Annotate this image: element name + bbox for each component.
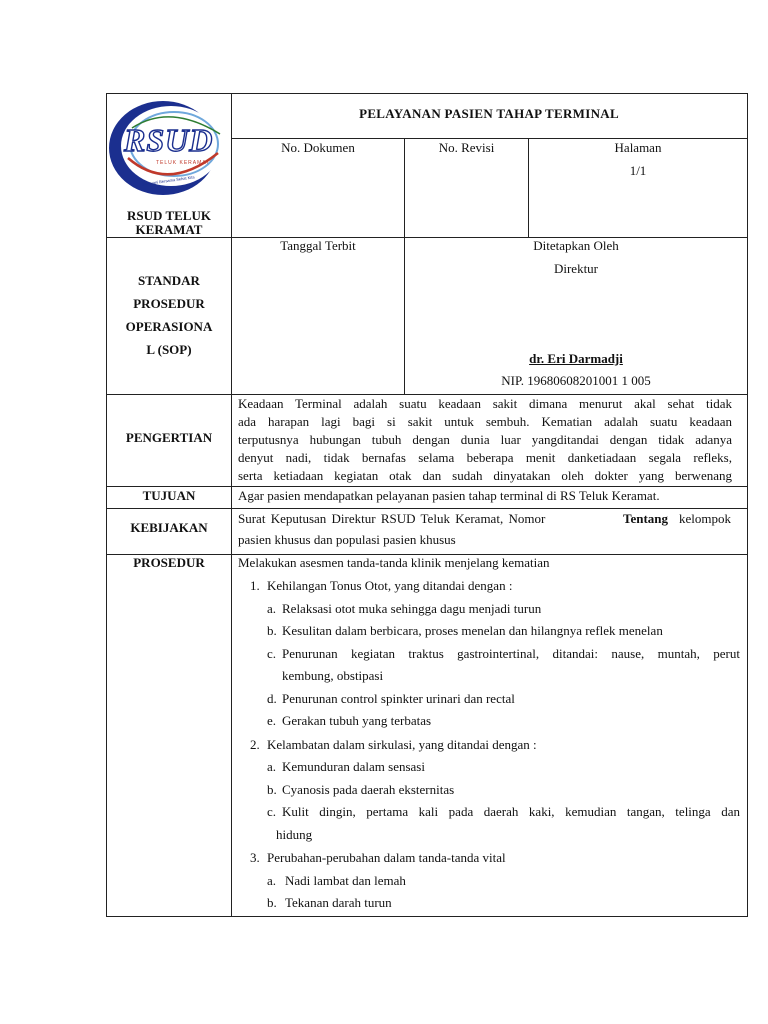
table-border-title-bottom: [231, 138, 748, 139]
pengertian-line-1: Keadaan Terminal adalah suatu keadaan sakit dimana menurut akal sehat tidak: [238, 396, 732, 411]
prosedur-item-1c-continuation: kembung, obstipasi: [282, 668, 384, 683]
pengertian-line-3: terputusnya hubungan tubuh dengan dunia luar yangditandai dengan tidak adanya: [238, 432, 732, 447]
prosedur-label: PROSEDUR: [133, 555, 205, 570]
logo-motto: Melayani Bersama Sehat Kita: [141, 174, 195, 187]
pengertian-line-2: ada harapan lagi bagi si sakit untuk sembuh. Kematian adalah suatu keadaan: [238, 414, 732, 429]
no-dokumen-label: No. Dokumen: [281, 140, 355, 155]
table-border-bottom: [106, 916, 748, 917]
pengertian-label: PENGERTIAN: [125, 430, 213, 445]
logo-subtitle: TELUK KERAMAT: [156, 160, 211, 166]
prosedur-item-1e-mark: e.: [267, 713, 277, 728]
kebijakan-text-part3: kelompok: [679, 511, 731, 526]
sop-label-line2: PROSEDUR: [133, 296, 205, 311]
prosedur-item-3-number: 3.: [250, 850, 260, 865]
prosedur-item-1e-text: Gerakan tubuh yang terbatas: [282, 713, 432, 728]
pengertian-line-5: serta ketiadaan kegiatan otak dan sudah dinyatakan oleh dokter yang berwenang: [238, 468, 732, 483]
prosedur-item-1a-mark: a.: [267, 601, 277, 616]
prosedur-item-1d-text: Penurunan control spinkter urinari dan rectal: [282, 691, 515, 706]
prosedur-item-3b-text: Tekanan darah turun: [285, 895, 392, 910]
institution-name-line1: RSUD TELUK: [127, 208, 211, 223]
pengertian-line-4: denyut nadi, tidak bernafas selama beberapa menit danketiadaan segala refleks,: [238, 450, 732, 465]
document-title: PELAYANAN PASIEN TAHAP TERMINAL: [359, 106, 619, 121]
prosedur-item-1a-text: Relaksasi otot muka sehingga dagu menjadi turun: [282, 601, 542, 616]
tujuan-text: Agar pasien mendapatkan pelayanan pasien tahap terminal di RS Teluk Keramat.: [238, 488, 660, 503]
sop-label-line1: STANDAR: [138, 273, 200, 288]
no-revisi-label: No. Revisi: [438, 140, 495, 155]
prosedur-intro: Melakukan asesmen tanda-tanda klinik menjelang kematian: [238, 555, 550, 570]
prosedur-item-2-text: Kelambatan dalam sirkulasi, yang ditandai dengan :: [267, 737, 537, 752]
kebijakan-text-part1: Surat Keputusan Direktur RSUD Teluk Keramat, Nomor: [238, 511, 546, 526]
prosedur-item-2c-continuation: hidung: [276, 827, 313, 842]
table-border-label-column: [231, 93, 232, 917]
sop-label-line3: OPERASIONA: [125, 319, 213, 334]
prosedur-item-2a-mark: a.: [267, 759, 277, 774]
prosedur-item-2-number: 2.: [250, 737, 260, 752]
prosedur-item-1-number: 1.: [250, 578, 260, 593]
sop-label-line4: L (SOP): [146, 342, 192, 357]
ditetapkan-role: Direktur: [553, 261, 599, 276]
prosedur-item-3-text: Perubahan-perubahan dalam tanda-tanda vital: [267, 850, 506, 865]
tujuan-label: TUJUAN: [142, 488, 196, 503]
prosedur-item-1d-mark: d.: [267, 691, 277, 706]
table-border-top: [106, 93, 748, 94]
table-border-row2: [106, 394, 748, 395]
prosedur-item-1c-mark: c.: [267, 646, 277, 661]
kebijakan-text-tentang: Tentang: [623, 511, 669, 526]
prosedur-item-3a-mark: a.: [267, 873, 277, 888]
prosedur-item-1b-mark: b.: [267, 623, 277, 638]
tanggal-terbit-label: Tanggal Terbit: [280, 238, 356, 253]
signer-name: dr. Eri Darmadji: [529, 351, 623, 366]
ditetapkan-oleh-label: Ditetapkan Oleh: [533, 238, 619, 253]
prosedur-item-1-text: Kehilangan Tonus Otot, yang ditandai dengan :: [267, 578, 513, 593]
table-border-right: [747, 93, 748, 917]
kebijakan-text-line2: pasien khusus dan populasi pasien khusus: [238, 532, 456, 547]
prosedur-item-1c-text: Penurunan kegiatan traktus gastrointertinal, ditandai: nause, muntah, perut: [282, 646, 740, 661]
table-border-row4: [106, 508, 748, 509]
halaman-value: 1/1: [629, 163, 647, 178]
prosedur-item-3b-mark: b.: [267, 895, 277, 910]
prosedur-item-3a-text: Nadi lambat dan lemah: [285, 873, 406, 888]
table-border-row3: [106, 486, 748, 487]
prosedur-item-2b-mark: b.: [267, 782, 277, 797]
prosedur-item-2c-mark: c.: [267, 804, 277, 819]
rsud-logo: [108, 98, 226, 198]
prosedur-item-2c-text: Kulit dingin, pertama kali pada daerah kaki, kemudian tangan, telinga dan: [282, 804, 740, 819]
prosedur-item-2b-text: Cyanosis pada daerah eksternitas: [282, 782, 455, 797]
signer-nip: NIP. 19680608201001 1 005: [501, 373, 651, 388]
prosedur-item-2a-text: Kemunduran dalam sensasi: [282, 759, 425, 774]
kebijakan-label: KEBIJAKAN: [130, 520, 208, 535]
prosedur-item-1b-text: Kesulitan dalam berbicara, proses menelan dan hilangnya reflek menelan: [282, 623, 663, 638]
halaman-label: Halaman: [614, 140, 662, 155]
institution-name-line2: KERAMAT: [135, 222, 203, 237]
logo-wordmark: RSUD: [124, 122, 214, 158]
